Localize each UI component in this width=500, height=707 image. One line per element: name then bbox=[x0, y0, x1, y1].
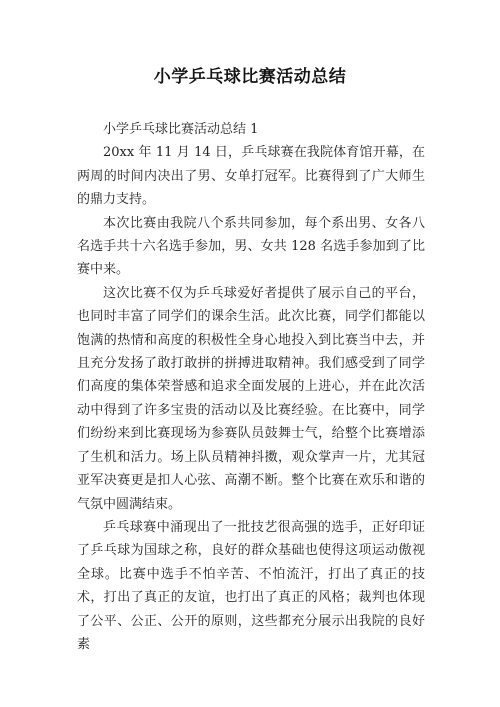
paragraph-1: 20xx 年 11 月 14 日，乒乓球赛在我院体育馆开幕，在两周的时间内决出了男、女单打冠军。比赛得到了广大师生的鼎力支持。 bbox=[77, 145, 425, 208]
paragraph-3: 这次比赛不仅为乒乓球爱好者提供了展示自己的平台，也同时丰富了同学们的课余生活。此次比赛，同学们都能以饱满的热情和高度的积极性全身心地投入到比赛当中去，并且充分发扬了敢打敢拼的拼搏进取精神。我们感受到了同学们高度的集体荣誉感和追求全面发展的上进心，并在此次活动中得到了许多宝贵的活动以及比赛经验。在比赛中，同学们纷纷来到比赛现场为参赛队员鼓舞士气，给整个比赛增添了生机和活力。场上队员精神抖擞，观众掌声一片，尤其冠亚军决赛更是扣人心弦、高潮不断。整个比赛在欢乐和谐的气氛中圆满结束。 bbox=[77, 285, 425, 512]
document-body bbox=[77, 118, 425, 656]
paragraph-4: 乒乓球赛中涌现出了一批技艺很高强的选手，正好印证了乒乓球为国球之称，良好的群众基础也使得这项运动傲视全球。比赛中选手不怕辛苦、不怕流汗，打出了真正的技术，打出了真正的友谊，也打出了真正的风格；裁判也体现了公平、公正、公开的原则，这些都充分展示出我院的良好素 bbox=[77, 519, 425, 652]
document-title: 小学乒乓球比赛活动总结 bbox=[153, 67, 347, 87]
paragraph-2: 本次比赛由我院八个系共同参加，每个系出男、女各八名选手共十六名选手参加，男、女共 128 名选手参加到了比赛中来。 bbox=[77, 215, 425, 278]
section-heading: 小学乒乓球比赛活动总结 1 bbox=[103, 122, 259, 137]
